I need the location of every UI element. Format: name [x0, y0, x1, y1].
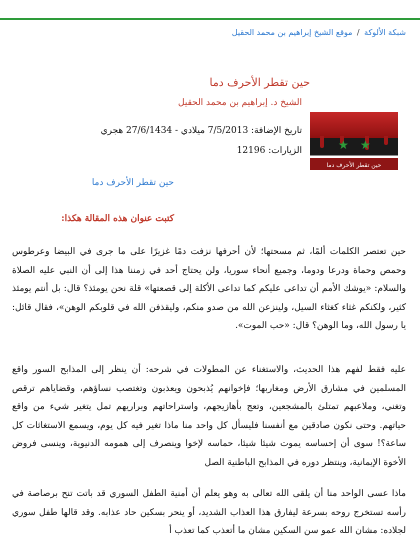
- blood-drip: [320, 136, 324, 148]
- article-thumbnail[interactable]: [310, 112, 398, 178]
- visits-count: الزيارات: 12196: [236, 146, 302, 156]
- author-link[interactable]: الشيخ د. إبراهيم بن محمد الحقيل: [178, 98, 302, 108]
- blood-drip: [384, 136, 388, 145]
- blood-stripe: [310, 112, 398, 138]
- section-heading: كتبت عنوان هذه المقالة هكذا:: [61, 214, 174, 224]
- star-icon: ★: [360, 138, 371, 152]
- page-title: حين تقطر الأحرف دما: [209, 76, 310, 89]
- article-subtitle: حين تقطر الأحرف دما: [91, 178, 174, 188]
- breadcrumb-site-link[interactable]: موقع الشيخ إبراهيم بن محمد الحقيل: [231, 28, 353, 37]
- breadcrumb-separator: /: [356, 28, 360, 37]
- article-paragraph: حين تعتصر الكلمات ألمًا، ثم مسحتها؛ لأن أحرفها نزفت دمًا غزيرًا على ما جرى في البيضا وعرطوس وحمص وحماة ودرعا ودوما، وجميع أنحاء سوريا، ولن يحتاج أحد في زمننا هذا إلى أن النبي عليه الصلاة والسلام: «يوشك الأمم أن تداعى عليكم كما تداعى الأكلة إلى قصعتها» قلة نحن يومئذ؟ قال: بل أنتم يومئذ كثير، ولكنكم غثاء كغثاء السيل، ولينزعن الله من صدو منكم، وليقذفن الله في قلوبكم الوهن»، فقال قائل: يا رسول الله، وما الوهن؟ قال: «حب الموت».: [12, 247, 406, 331]
- thumbnail-caption: حين تقطر الأحرف دما: [326, 162, 382, 169]
- article-paragraph: عليه فقط لفهم هذا الحديث، والاستغناء عن المطولات في شرحه: أن ينظر إلى المذابح السور واقع المسلمين في مشارق الأرض ومغاربها؛ فإخوانهم يُذبحون ويعذبون وتغتصب نساؤهم، وقضاياهم ترقص وتغني، وملاعبهم تمتلئ بالمشجعين، وتعج بأهازيجهم، واستراحاتهم وبراريهم تمل يتغير شيء من واقع حياتهم. وحتى نكون صادقين مع أنفسنا فليسأل كل واحد منا ماذا تغير فيه كل يوم، ويسمع الاستغاثات كل ساعة؟! سوى أن إحساسه يموت شيئا شيئا، حماسه لإخوا وينصرف إلى همومه الدنيوية، وينسى فروض الأخوة الإيمانية، وينتظر دوره في المذابح الباطنية الصل: [12, 365, 406, 468]
- date-added: تاريخ الإضافة: 7/5/2013 ميلادي - 27/6/1434 هجري: [100, 126, 302, 136]
- breadcrumb: [232, 28, 406, 37]
- star-icon: ★: [338, 138, 349, 152]
- article-paragraph: ماذا عسى الواحد منا أن يلقى الله تعالى به وهو يعلم أن أمنية الطفل السوري قد باتت تنح برصاصة في رأسه تستخرج روحه بسرعة ليفارق هذا العذاب الشديد، أو ينحر بسكين حاد عذابه. وقد قالها طفل سوري لجلاده: مشان الله عمو سن السكين مشان ما أتعذب كما تعذب أ: [12, 489, 406, 536]
- top-divider: [0, 18, 420, 20]
- breadcrumb-network-link[interactable]: شبكة الألوكة: [364, 28, 406, 37]
